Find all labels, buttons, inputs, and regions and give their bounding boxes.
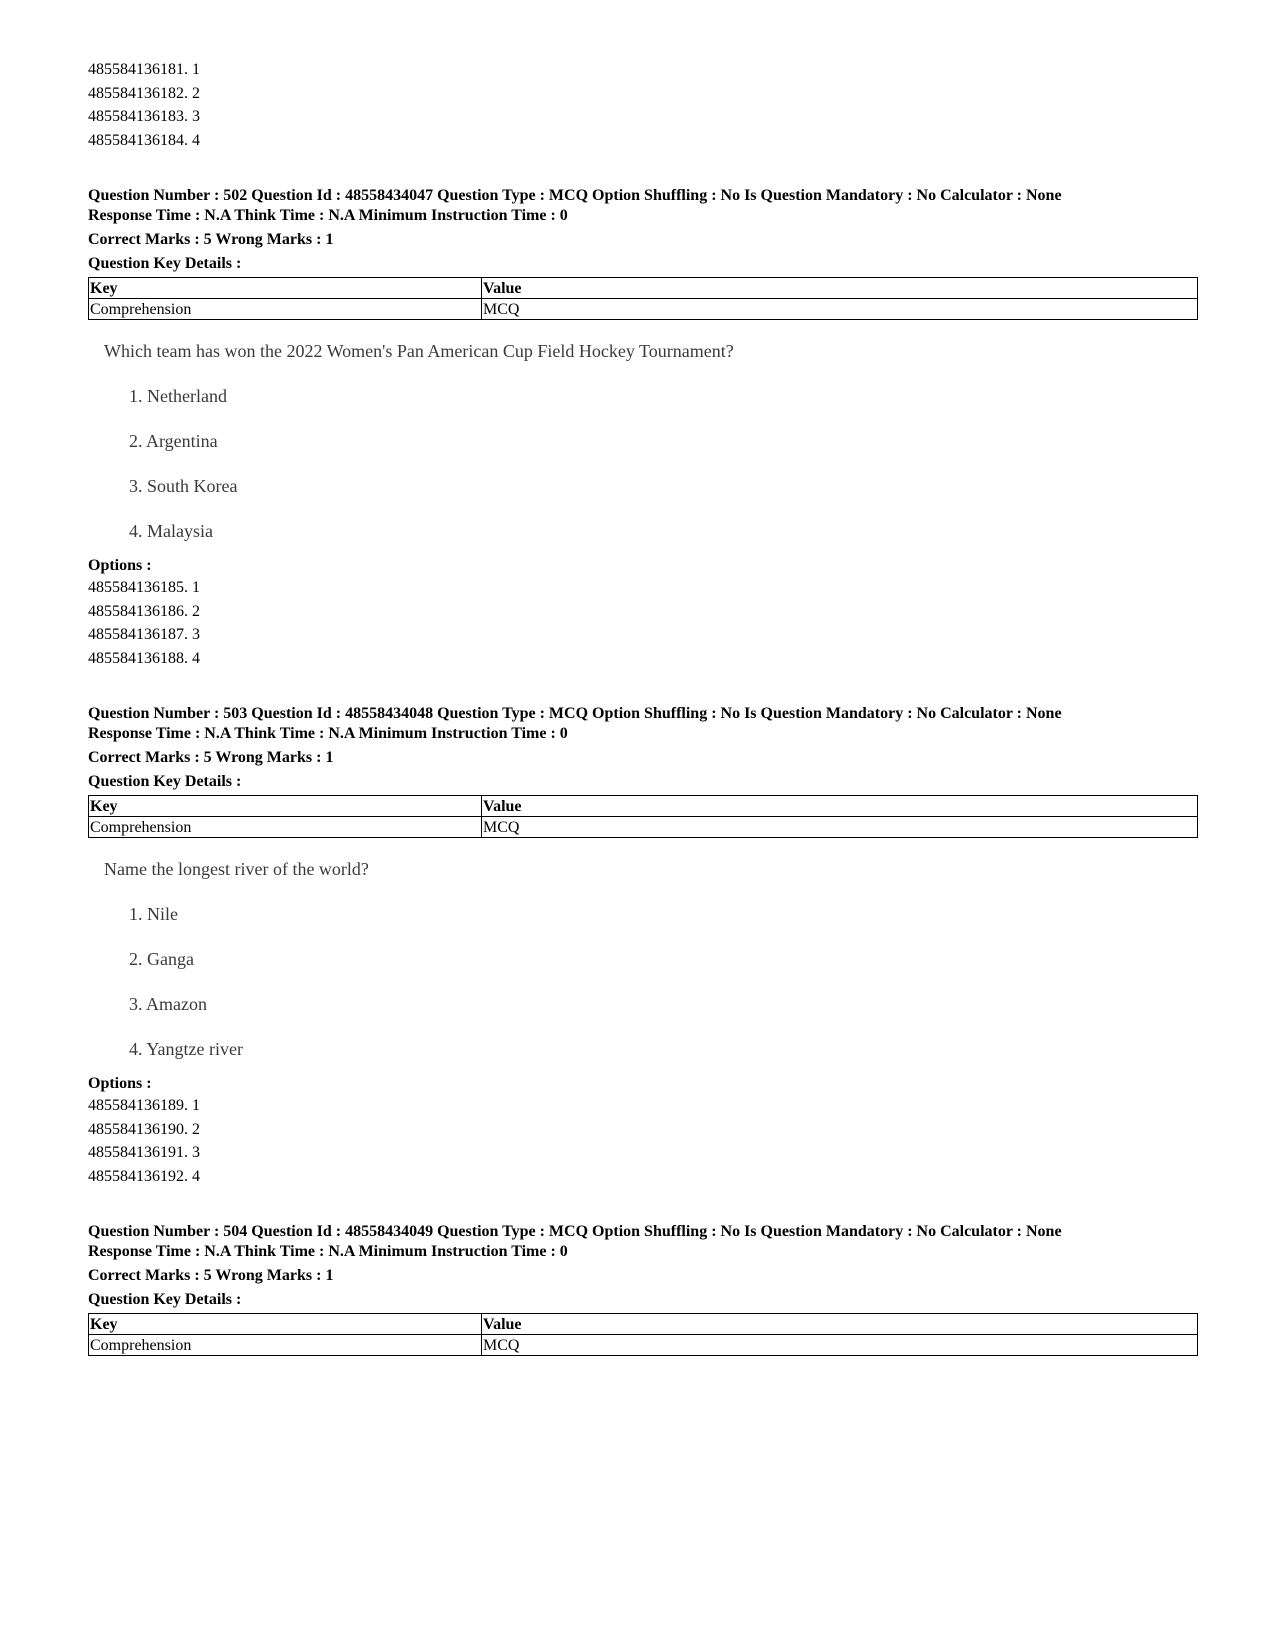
table-header-value: Value	[482, 1314, 1198, 1335]
answer-choice: 3. South Korea	[129, 476, 238, 496]
question-text: Name the longest river of the world?	[104, 859, 369, 879]
answer-choice: 3. Amazon	[129, 994, 207, 1014]
table-header-row	[89, 1314, 1198, 1335]
question-text: Which team has won the 2022 Women's Pan American Cup Field Hockey Tournament?	[104, 341, 734, 361]
option-line: 485584136185. 1	[88, 579, 200, 596]
option-line: 485584136187. 3	[88, 626, 200, 643]
question-marks: Correct Marks : 5 Wrong Marks : 1	[88, 1267, 334, 1284]
table-header-row	[89, 796, 1198, 817]
question-header: Question Number : 503 Question Id : 48558434048 Question Type : MCQ Option Shuffling : No Is Question Mandatory : No Calculator : None	[88, 705, 1062, 722]
answer-choice: 4. Yangtze river	[129, 1039, 243, 1059]
table-row	[89, 299, 1198, 320]
question-marks: Correct Marks : 5 Wrong Marks : 1	[88, 231, 334, 248]
question-image	[88, 338, 1198, 544]
key-details-label: Question Key Details :	[88, 1291, 242, 1308]
table-header-row	[89, 278, 1198, 299]
option-line: 485584136188. 4	[88, 649, 200, 667]
option-line: 485584136183. 3	[88, 108, 200, 125]
table-header-value: Value	[482, 278, 1198, 299]
question-block-502	[88, 186, 1198, 670]
options-label: Options :	[88, 1075, 152, 1092]
table-cell-value: MCQ	[482, 1335, 1198, 1356]
question-timing: Response Time : N.A Think Time : N.A Minimum Instruction Time : 0	[88, 207, 568, 224]
question-marks: Correct Marks : 5 Wrong Marks : 1	[88, 749, 334, 766]
answer-choice: 4. Malaysia	[129, 521, 213, 541]
option-line: 485584136186. 2	[88, 602, 200, 620]
answer-choice: 2. Argentina	[129, 431, 218, 451]
table-header-key: Key	[89, 278, 482, 299]
table-cell-key: Comprehension	[89, 817, 482, 838]
answer-choice: 2. Ganga	[129, 949, 194, 969]
answer-choice: 1. Nile	[129, 904, 178, 924]
table-cell-key: Comprehension	[89, 1335, 482, 1356]
table-header-key: Key	[89, 1314, 482, 1335]
table-header-value: Value	[482, 796, 1198, 817]
question-block-504	[88, 1222, 1198, 1356]
question-header: Question Number : 502 Question Id : 48558434047 Question Type : MCQ Option Shuffling : No Is Question Mandatory : No Calculator : None	[88, 187, 1062, 204]
question-image	[88, 856, 1198, 1062]
key-details-table	[88, 277, 1198, 320]
answer-choice: 1. Netherland	[129, 386, 227, 406]
option-line: 485584136189. 1	[88, 1097, 200, 1114]
table-cell-value: MCQ	[482, 299, 1198, 320]
key-details-table	[88, 1313, 1198, 1356]
table-header-key: Key	[89, 796, 482, 817]
table-cell-key: Comprehension	[89, 299, 482, 320]
option-line: 485584136182. 2	[88, 84, 200, 102]
key-details-label: Question Key Details :	[88, 773, 242, 790]
question-timing: Response Time : N.A Think Time : N.A Minimum Instruction Time : 0	[88, 725, 568, 742]
table-row	[89, 817, 1198, 838]
option-line: 485584136184. 4	[88, 131, 200, 149]
option-line: 485584136192. 4	[88, 1167, 200, 1185]
option-line: 485584136191. 3	[88, 1144, 200, 1161]
key-details-table	[88, 795, 1198, 838]
options-label: Options :	[88, 557, 152, 574]
document-page	[88, 58, 1198, 1356]
question-block-503	[88, 704, 1198, 1188]
option-line: 485584136181. 1	[88, 61, 200, 78]
previous-options-list	[88, 58, 1198, 152]
question-header: Question Number : 504 Question Id : 48558434049 Question Type : MCQ Option Shuffling : No Is Question Mandatory : No Calculator : None	[88, 1223, 1062, 1240]
table-row	[89, 1335, 1198, 1356]
table-cell-value: MCQ	[482, 817, 1198, 838]
option-line: 485584136190. 2	[88, 1120, 200, 1138]
key-details-label: Question Key Details :	[88, 255, 242, 272]
question-timing: Response Time : N.A Think Time : N.A Minimum Instruction Time : 0	[88, 1243, 568, 1260]
